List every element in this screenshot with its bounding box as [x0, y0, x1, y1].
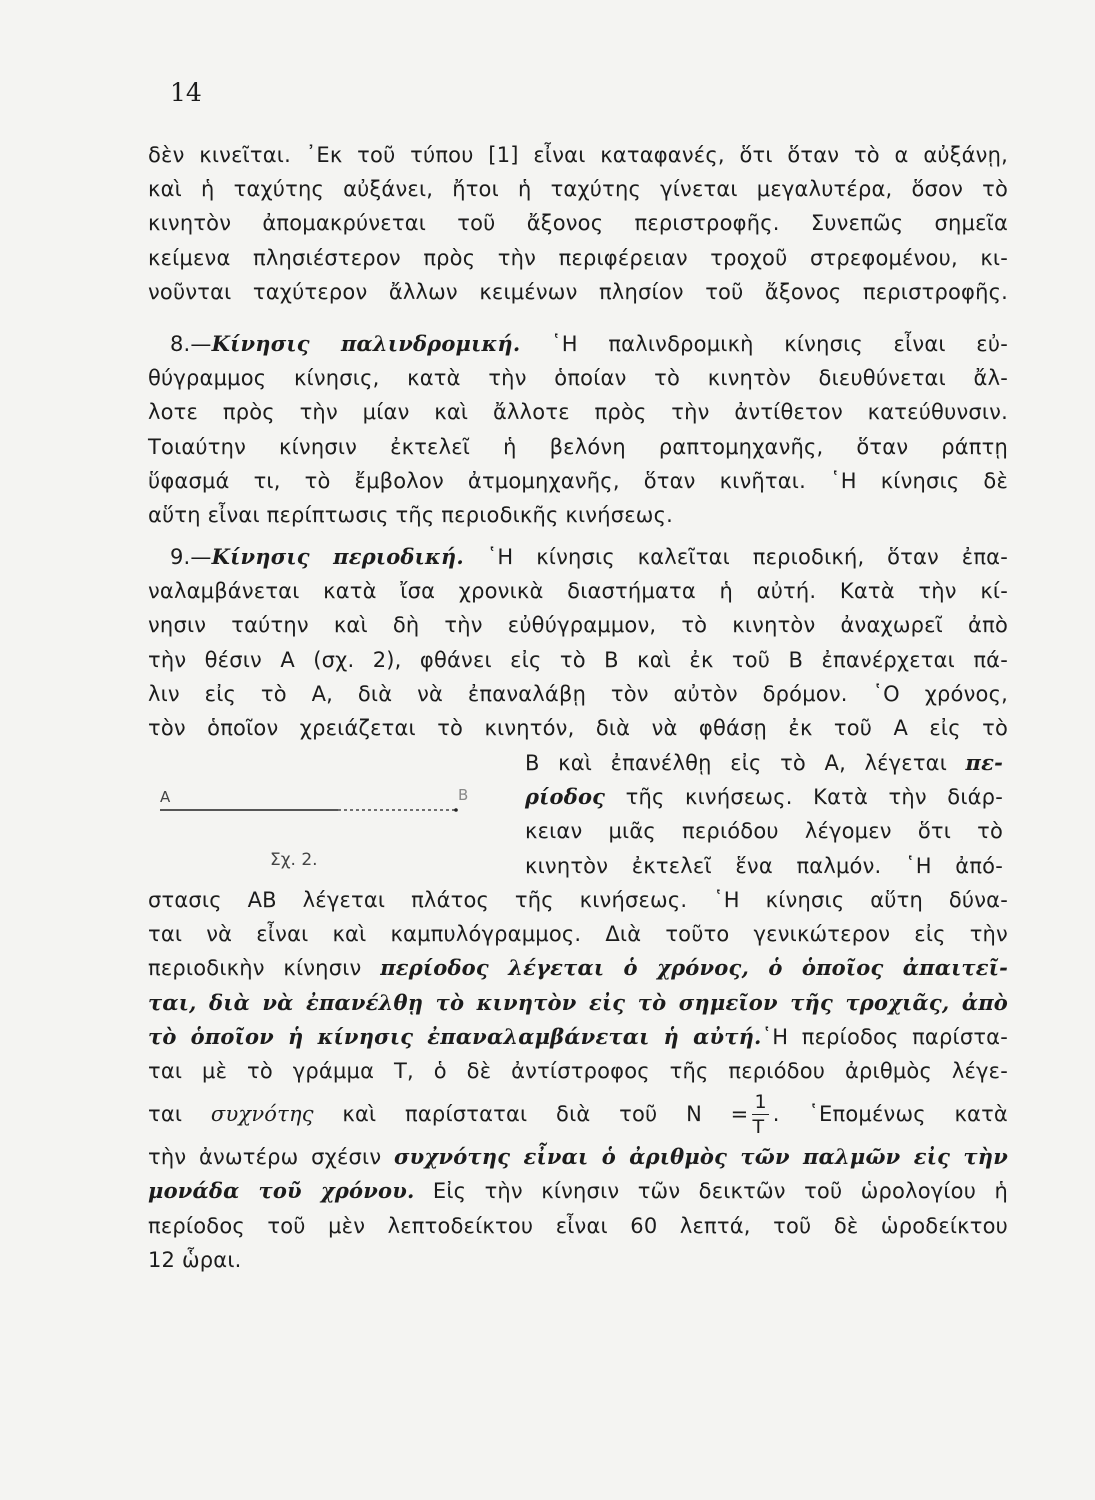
section-8-first-line [148, 327, 1008, 361]
text-run: τῆς κινήσεως. Κατὰ τὴν διάρ- [625, 785, 1003, 810]
term: συχνότης [210, 1102, 314, 1127]
paragraph-intro [148, 138, 1008, 309]
text-line: στασις ΑΒ λέγεται πλάτος τῆς κινήσεως. ῾Η κίνησις αὕτη δύνα- [148, 888, 1008, 912]
text-line: περίοδος τοῦ μὲν λεπτοδείκτου εἶναι 60 λεπτά, τοῦ δὲ ὡροδείκτου [148, 1213, 1008, 1238]
text-line: Τοιαύτην κίνησιν ἐκτελεῖ ἡ βελόνη ραπτομηχανῆς, ὅταν ράπτῃ [148, 434, 1008, 459]
text-run: . ῾Επομένως κατὰ [772, 1102, 1008, 1127]
section-8 [148, 327, 1008, 532]
text-line: κειαν μιᾶς περιόδου λέγομεν ὅτι τὸ [525, 819, 1003, 844]
text-line: κείμενα πλησιέστερον πρὸς τὴν περιφέρειαν τροχοῦ στρεφομένου, κι- [148, 245, 1008, 270]
text-line [148, 1020, 1008, 1054]
text-run: καὶ παρίσταται διὰ τοῦ Ν = [342, 1102, 749, 1127]
text-run: Εἰς τὴν κίνησιν τῶν δεικτῶν τοῦ ὡρολογίου ἡ [432, 1179, 1008, 1204]
text-run: ῾Η περίοδος παρίστα- [761, 1024, 1008, 1049]
text-line: ται μὲ τὸ γράμμα Τ, ὁ δὲ ἀντίστροφος τῆς περιόδου ἀριθμὸς λέγε- [148, 1058, 1008, 1083]
text-line: τὴν θέσιν Α (σχ. 2), φθάνει εἰς τὸ Β καὶ ἐκ τοῦ Β ἐπανέρχεται πά- [148, 647, 1008, 672]
segment-ab [158, 796, 488, 836]
text-line: κινητὸν ἀπομακρύνεται τοῦ ἄξονος περιστροφῆς. Συνεπῶς σημεῖα [148, 211, 1008, 236]
text-line [525, 746, 1003, 780]
definition-emphasis: τὸ ὁποῖον ἡ κίνησις ἐπαναλαμβάνεται ἡ αὐτή. [148, 1023, 762, 1049]
point-b [454, 808, 458, 812]
emphasis: πε- [965, 750, 1003, 775]
text-run: περιοδικὴν κίνησιν [148, 956, 362, 981]
figure-side-text [525, 746, 1003, 883]
figure-label-a: Α [160, 788, 171, 806]
fraction [752, 1093, 768, 1137]
text-line [525, 780, 1003, 814]
text-line: νησιν ταύτην καὶ δὴ τὴν εὐθύγραμμον, τὸ κινητὸν ἀναχωρεῖ ἀπὸ [148, 613, 1008, 638]
section-8-number: 8.— [170, 332, 212, 356]
figure-caption: Σχ. 2. [270, 850, 318, 870]
text-line [148, 1174, 1008, 1208]
definition-emphasis: ται, διὰ νὰ ἐπανέλθῃ τὸ κινητὸν εἰς τὸ σημεῖον τῆς τροχιᾶς, ἀπὸ [148, 989, 1008, 1015]
text-line: ται νὰ εἶναι καὶ καμπυλόγραμμος. Διὰ τοῦτο γενικώτερον εἰς τὴν [148, 922, 1008, 947]
text-run: ται [148, 1102, 183, 1127]
figure-label-b: Β [458, 786, 469, 804]
section-8-heading: Κίνησις παλινδρομική. [211, 331, 521, 356]
text-line: 12 ὧραι. [148, 1247, 242, 1272]
text-line: αὕτη εἶναι περίπτωσις τῆς περιοδικῆς κινήσεως. [148, 502, 673, 527]
text-line: λοτε πρὸς τὴν μίαν καὶ ἄλλοτε πρὸς τὴν ἀντίθετον κατεύθυνσιν. [148, 400, 1008, 425]
text-line: καὶ ἡ ταχύτης αὐξάνει, ἤτοι ἡ ταχύτης γίνεται μεγαλυτέρα, ὅσον τὸ [148, 177, 1008, 202]
emphasis: ρίοδος [525, 784, 606, 810]
text-line: ναλαμβάνεται κατὰ ἴσα χρονικὰ διαστήματα ἡ αὐτή. Κατὰ τὴν κί- [148, 579, 1008, 604]
text-run: ῾Η κίνησις καλεῖται περιοδική, ὅταν ἐπα- [486, 545, 1008, 569]
figure-2 [158, 782, 488, 892]
section-9-continued [148, 883, 1008, 1277]
page-number: 14 [170, 78, 202, 107]
text-run: τὴν ἀνωτέρω σχέσιν [148, 1145, 382, 1170]
text-line [148, 951, 1008, 985]
text-line: νοῦνται ταχύτερον ἄλλων κειμένων πλησίον τοῦ ἄξονος περιστροφῆς. [148, 279, 1008, 304]
text-run: Β καὶ ἐπανέλθῃ εἰς τὸ Α, λέγεται [525, 751, 948, 775]
text-line: λιν εἰς τὸ Α, διὰ νὰ ἐπαναλάβῃ τὸν αὐτὸν δρόμον. ῾Ο χρόνος, [148, 681, 1008, 706]
section-9-heading: Κίνησις περιοδική. [211, 544, 464, 569]
text-line [148, 1140, 1008, 1174]
text-line: θύγραμμος κίνησις, κατὰ τὴν ὁποίαν τὸ κινητὸν διευθύνεται ἄλ- [148, 366, 1008, 391]
fraction-denominator: Τ [752, 1116, 765, 1139]
section-9-number: 9.— [170, 545, 212, 569]
definition-emphasis: συχνότης εἶναι ὁ ἀριθμὸς τῶν παλμῶν εἰς τὴν [393, 1144, 1008, 1170]
fraction-numerator: 1 [754, 1091, 767, 1114]
text-line: δὲν κινεῖται. ᾿Εκ τοῦ τύπου [1] εἶναι καταφανές, ὅτι ὅταν τὸ α αὐξάνῃ, [148, 143, 1008, 167]
definition-emphasis: μονάδα τοῦ χρόνου. [148, 1178, 415, 1204]
text-line: κινητὸν ἐκτελεῖ ἕνα παλμόν. ῾Η ἀπό- [525, 853, 1003, 878]
text-line: ὕφασμά τι, τὸ ἔμβολον ἀτμομηχανῆς, ὅταν κινῆται. ῾Η κίνησις δὲ [148, 468, 1008, 493]
text-line: τὸν ὁποῖον χρειάζεται τὸ κινητόν, διὰ νὰ φθάσῃ ἐκ τοῦ Α εἰς τὸ [148, 715, 1008, 740]
definition-emphasis: περίοδος λέγεται ὁ χρόνος, ὁ ὁποῖος ἀπαιτεῖ- [380, 955, 1009, 981]
section-9-first-line [148, 540, 1008, 574]
frequency-formula-line [148, 1088, 1008, 1140]
section-9 [148, 540, 1008, 745]
text-run: ῾Η παλινδρομικὴ κίνησις εἶναι εὐ- [551, 332, 1008, 356]
